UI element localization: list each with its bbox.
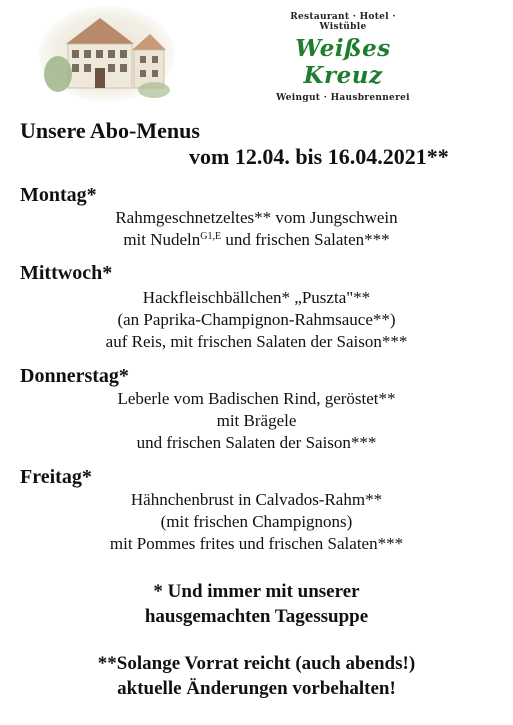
dish-mittwoch <box>0 287 513 353</box>
menu-date-range: vom 12.04. bis 16.04.2021** <box>189 144 449 169</box>
brand-name: Weißes Kreuz <box>295 35 391 89</box>
stock-note <box>0 651 513 701</box>
day-heading-mittwoch: Mittwoch* <box>20 262 113 284</box>
dish-line: Rahmgeschnetzeltes** vom Jungschwein <box>115 208 398 227</box>
dish-line: (an Paprika-Champignon-Rahmsauce**) <box>117 310 396 329</box>
soup-note <box>0 579 513 629</box>
day-heading-donnerstag: Donnerstag* <box>20 365 129 387</box>
brand-top-line: Restaurant · Hotel · Wistüble <box>290 12 396 32</box>
dish-line: Leberle vom Badischen Rind, geröstet** <box>117 389 396 408</box>
note-line: **Solange Vorrat reicht (auch abends!) <box>97 653 416 674</box>
day-heading-freitag: Freitag* <box>20 466 92 488</box>
dish-line-part: und frischen Salaten*** <box>225 230 390 249</box>
dish-line: und frischen Salaten der Saison*** <box>136 433 377 452</box>
allergen-marker: G1,E <box>200 231 222 242</box>
note-line: aktuelle Änderungen vorbehalten! <box>117 678 396 699</box>
dish-montag <box>0 207 513 251</box>
note-line: hausgemachten Tagessuppe <box>144 606 369 627</box>
brand-bottom-line: Weingut · Hausbrennerei <box>276 93 410 103</box>
dish-line: Hähnchenbrust in Calvados-Rahm** <box>130 490 383 509</box>
day-heading-montag: Montag* <box>20 184 97 206</box>
dish-line: Hackfleischbällchen* „Puszta"** <box>142 288 371 307</box>
dish-line: (mit frischen Champignons) <box>160 512 353 531</box>
dish-donnerstag <box>0 388 513 454</box>
menu-title: Unsere Abo-Menus <box>20 118 200 143</box>
dish-line: auf Reis, mit frischen Salaten der Saison*** <box>105 332 408 351</box>
dish-line: mit Brägele <box>216 411 297 430</box>
note-line: * Und immer mit unserer <box>153 581 360 602</box>
header <box>0 0 513 110</box>
hotel-building-image <box>38 4 176 104</box>
dish-line-part: mit Nudeln <box>123 230 201 249</box>
dish-line <box>0 229 513 251</box>
dish-line: mit Pommes frites und frischen Salaten*** <box>109 534 404 553</box>
dish-freitag <box>0 489 513 555</box>
restaurant-brand <box>268 12 418 103</box>
